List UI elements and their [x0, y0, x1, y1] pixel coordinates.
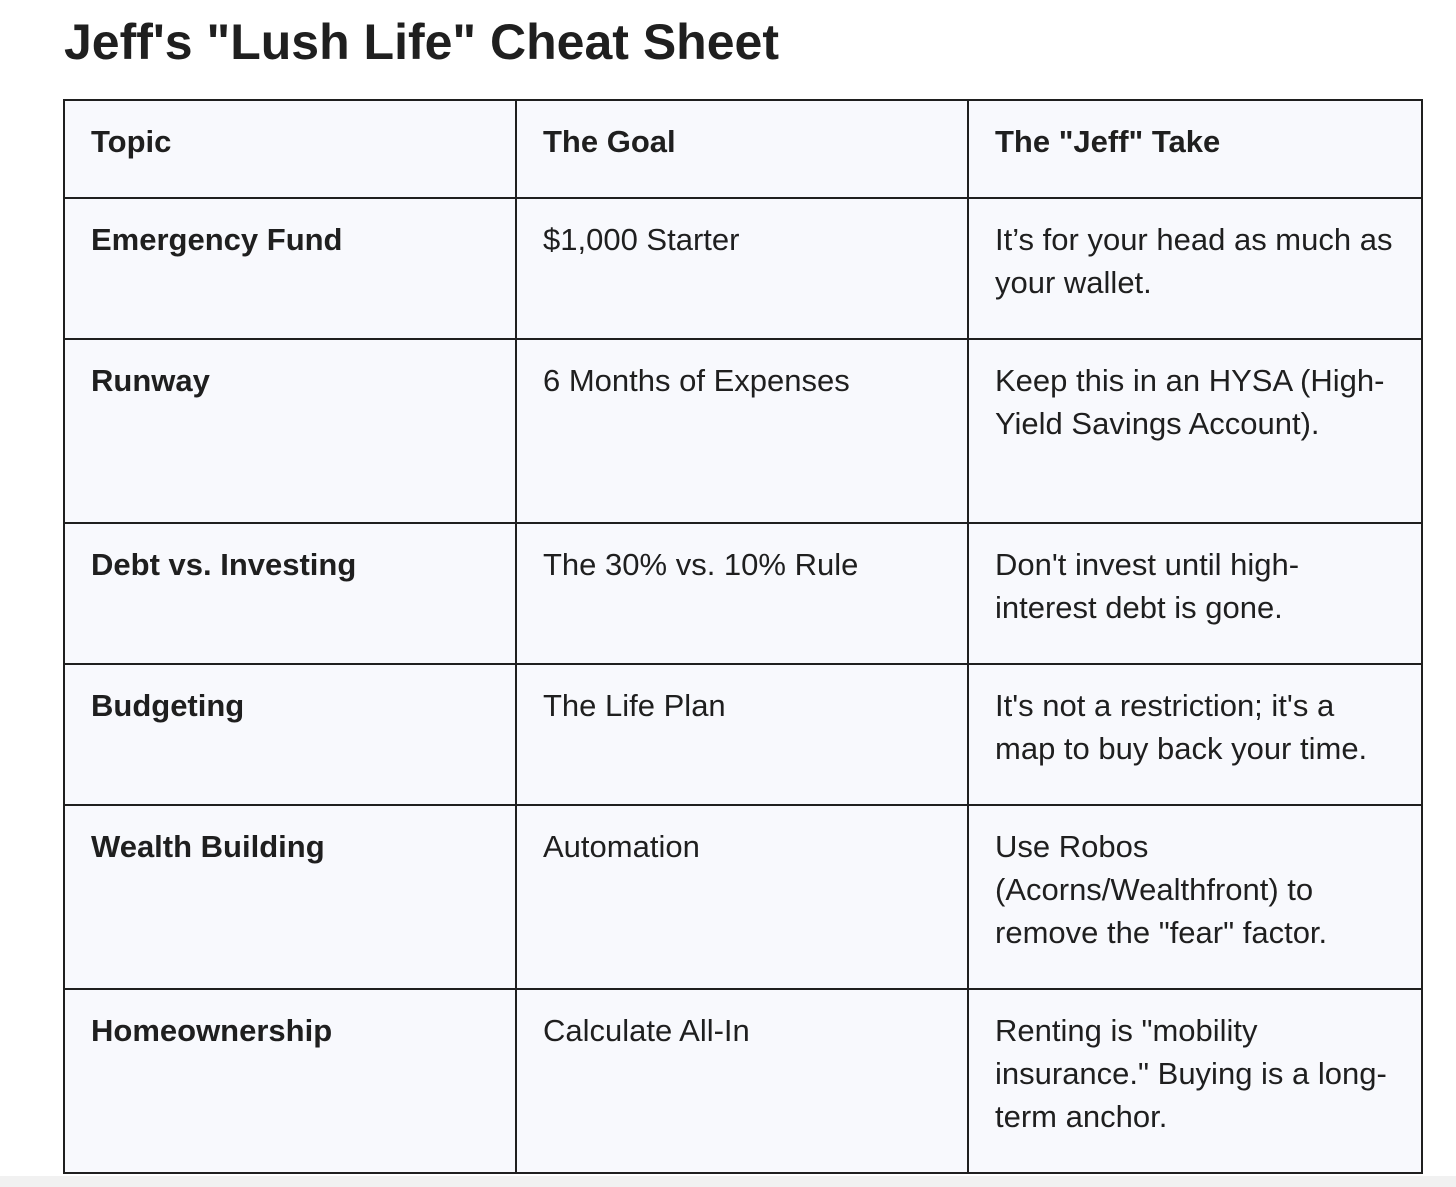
row-take: Renting is "mobility insurance." Buying is a long-term anchor. — [968, 989, 1422, 1173]
row-topic: Homeownership — [64, 989, 516, 1173]
table-row — [64, 198, 1422, 339]
row-goal: Calculate All-In — [516, 989, 968, 1173]
row-take: It’s for your head as much as your wallet. — [968, 198, 1422, 339]
row-goal: The Life Plan — [516, 664, 968, 805]
row-goal: The 30% vs. 10% Rule — [516, 523, 968, 664]
row-topic: Wealth Building — [64, 805, 516, 989]
row-topic: Debt vs. Investing — [64, 523, 516, 664]
row-topic: Budgeting — [64, 664, 516, 805]
row-take: Keep this in an HYSA (High-Yield Savings Account). — [968, 339, 1422, 523]
header-jeff-take: The "Jeff" Take — [968, 100, 1422, 198]
bottom-edge-divider — [0, 1176, 1456, 1187]
page-title: Jeff's "Lush Life" Cheat Sheet — [64, 14, 779, 70]
row-take: It's not a restriction; it's a map to buy back your time. — [968, 664, 1422, 805]
cheat-sheet-table — [63, 99, 1423, 1174]
table-row — [64, 664, 1422, 805]
row-take: Use Robos (Acorns/Wealthfront) to remove the "fear" factor. — [968, 805, 1422, 989]
table-row — [64, 339, 1422, 523]
table-row — [64, 989, 1422, 1173]
row-goal: 6 Months of Expenses — [516, 339, 968, 523]
table-row — [64, 805, 1422, 989]
row-goal: Automation — [516, 805, 968, 989]
row-topic: Runway — [64, 339, 516, 523]
header-topic: Topic — [64, 100, 516, 198]
row-take: Don't invest until high-interest debt is gone. — [968, 523, 1422, 664]
row-topic: Emergency Fund — [64, 198, 516, 339]
table-row — [64, 523, 1422, 664]
row-goal: $1,000 Starter — [516, 198, 968, 339]
header-goal: The Goal — [516, 100, 968, 198]
table-header-row — [64, 100, 1422, 198]
